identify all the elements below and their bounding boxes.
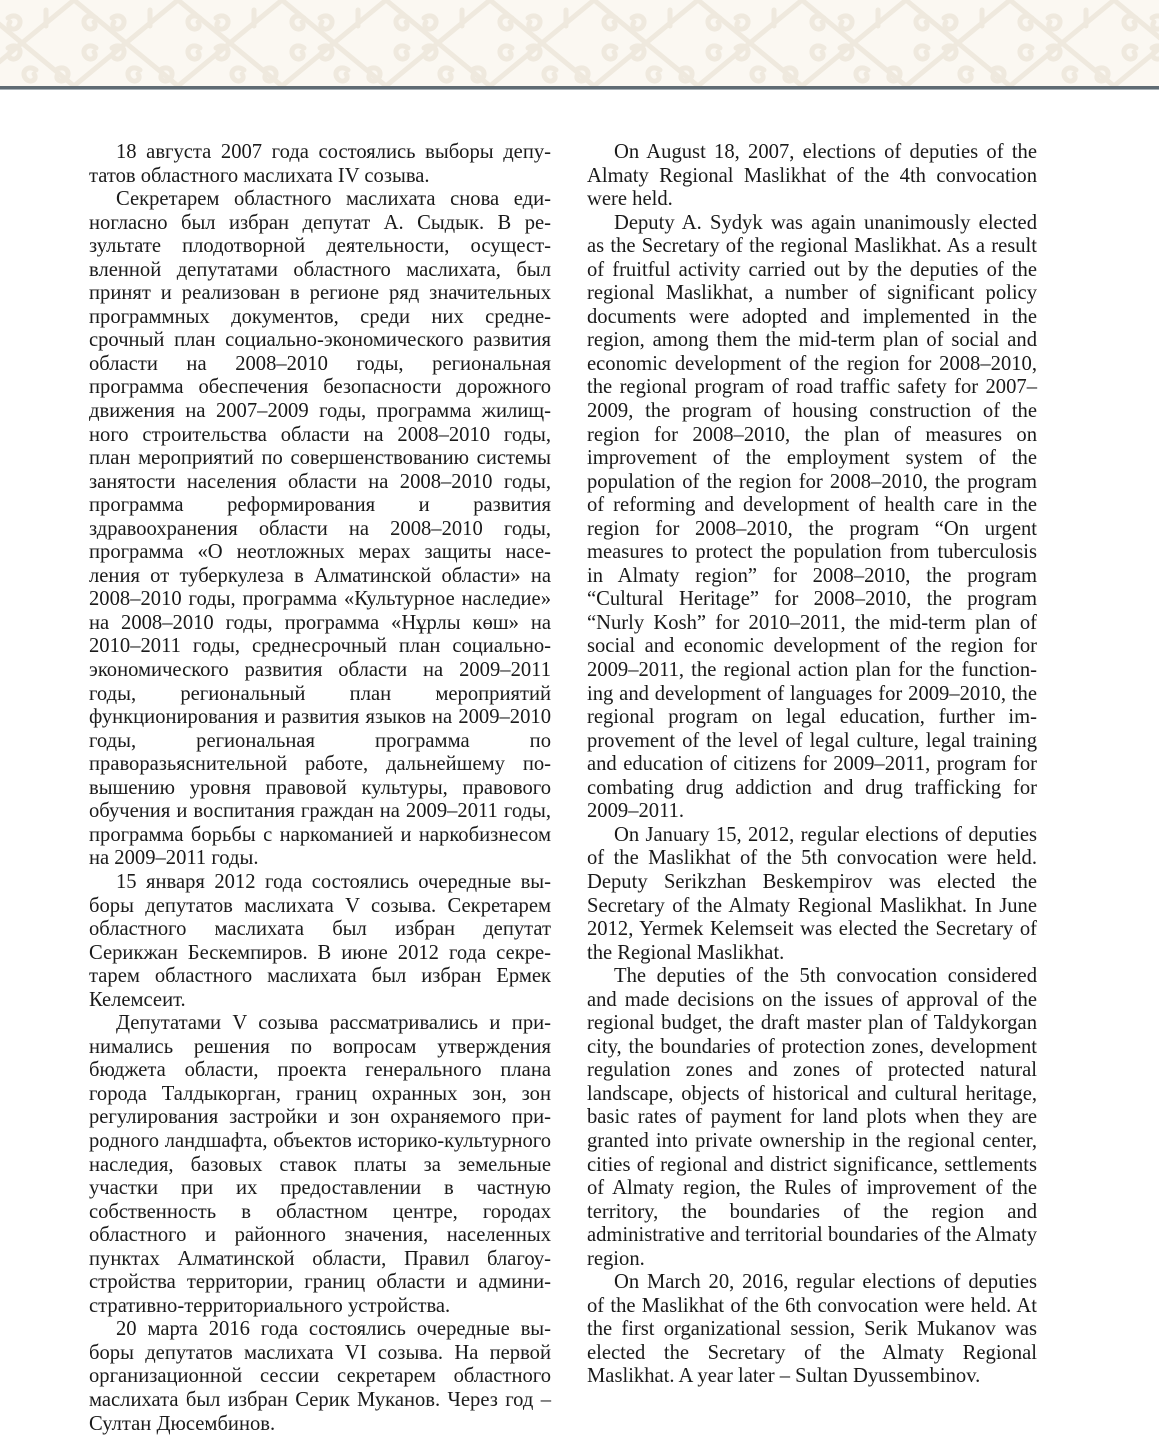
russian-text-column	[89, 141, 551, 1436]
paragraph: On March 20, 2016, regular elections of deputies of the Maslikhat of the 6th convocation were held. At the first organizational session, Serik Mukanov was elected the Secretary of the Almaty Regional Maslikhat. A year later – Sultan Dyussembinov.	[587, 1271, 1037, 1388]
paragraph: On August 18, 2007, elections of deputies of the Almaty Regional Maslikhat of the 4th convocation were held.	[587, 141, 1037, 211]
header-divider-rule	[0, 86, 1159, 90]
paragraph: 20 марта 2016 года состоялись очередные выборы депутатов маслихата VI созыва. На первой организационной сессии секретарем областного маслихата был избран Серик Муканов. Через год – Султан Дюсембинов.	[89, 1318, 551, 1435]
paragraph: Депутатами V созыва рассматривались и принимались решения по вопросам утверждения бюджета области, проекта генерального плана города Талдыкорган, границ охранных зон, зон регулирования застройки и зон охраняемого природного ландшафта, объектов историко-культурного наследия, базовых ставок платы за земельные участки при их предоставлении в частную собственность в областном центре, городах областного и районного значения, населенных пунктах Алматинской области, Правил благоустройства территории, границ области и административно-территориального устройства.	[89, 1012, 551, 1317]
header-ornament-band	[0, 0, 1159, 86]
paragraph: 18 августа 2007 года состоялись выборы депутатов областного маслихата IV созыва.	[89, 141, 551, 187]
paragraph: 15 января 2012 года состоялись очередные выборы депутатов маслихата V созыва. Секретарем областного маслихата был избран депутат Серикжан Бескемпиров. В июне 2012 года секретарем областного маслихата был избран Ермек Келемсеит.	[89, 870, 551, 1011]
paragraph: Секретарем областного маслихата снова единогласно был избран депутат А. Сыдык. В результате плодотворной деятельности, осуществленной депутатами областного маслихата, был принят и реализован в регионе ряд значительных программных документов, среди них среднесрочный план социально-экономического развития области на 2008–2010 годы, региональная программа обеспечения безопасности дорожного движения на 2007–2009 годы, программа жилищного строительства области на 2008–2010 годы, план мероприятий по совершенствованию системы занятости населения области на 2008–2010 годы, программа реформирования и развития здравоохранения области на 2008–2010 годы, программа «О неотложных мерах защиты населения от туберкулеза в Алматинской области» на 2008–2010 годы, программа «Культурное наследие» на 2008–2010 годы, программа «Нұрлы көш» на 2010–2011 годы, среднесрочный план социально-экономического развития области на 2009–2011 годы, региональный план мероприятий функционирования и развития языков на 2009–2010 годы, региональная программа по праворазьяснительной работе, дальнейшему повышению уровня правовой культуры, правового обучения и воспитания граждан на 2009–2011 годы, программа борьбы с наркоманией и наркобизнесом на 2009–2011 годы.	[89, 188, 551, 870]
paragraph: Deputy A. Sydyk was again unanimously elected as the Secretary of the regional Maslikhat. As a result of fruitful activity carried out by the deputies of the regional Maslikhat, a number of significant policy documents were adopted and implemented in the region, among them the mid-term plan of social and economic development of the region for 2008–2010, the regional program of road traffic safety for 2007–2009, the program of housing construction of the region for 2008–2010, the plan of measures on improvement of the employment system of the population of the region for 2008–2010, the program of reforming and development of health care in the region for 2008–2010, the program “On urgent measures to protect the population from tuberculosis in Almaty region” for 2008–2010, the program “Cultural Heritage” for 2008–2010, the program “Nurly Kosh” for 2010–2011, the mid-term plan of social and economic development of the region for 2009–2011, the regional action plan for the functioning and development of languages for 2009–2010, the regional program on legal education, further improvement of the level of legal culture, legal training and education of citizens for 2009–2011, program for combating drug addiction and drug trafficking for 2009–2011.	[587, 211, 1037, 823]
english-text-column	[587, 141, 1037, 1389]
paragraph: On January 15, 2012, regular elections of deputies of the Maslikhat of the 5th convocation were held. Deputy Serikzhan Beskempirov was elected the Secretary of the Almaty Regional Maslikhat. In June 2012, Yermek Kelemseit was elected the Secretary of the Regional Maslikhat.	[587, 823, 1037, 964]
paragraph: The deputies of the 5th convocation considered and made decisions on the issues of approval of the regional budget, the draft master plan of Taldykorgan city, the boundaries of protection zones, development regulation zones and zones of protected natural landscape, objects of historical and cultural heritage, basic rates of payment for land plots when they are granted into private ownership in the regional center, cities of regional and district significance, settlements of Almaty region, the Rules of improvement of the territory, the boundaries of the region and administrative and territorial boundaries of the Almaty region.	[587, 965, 1037, 1270]
ornament-pattern-icon	[0, 0, 1159, 86]
